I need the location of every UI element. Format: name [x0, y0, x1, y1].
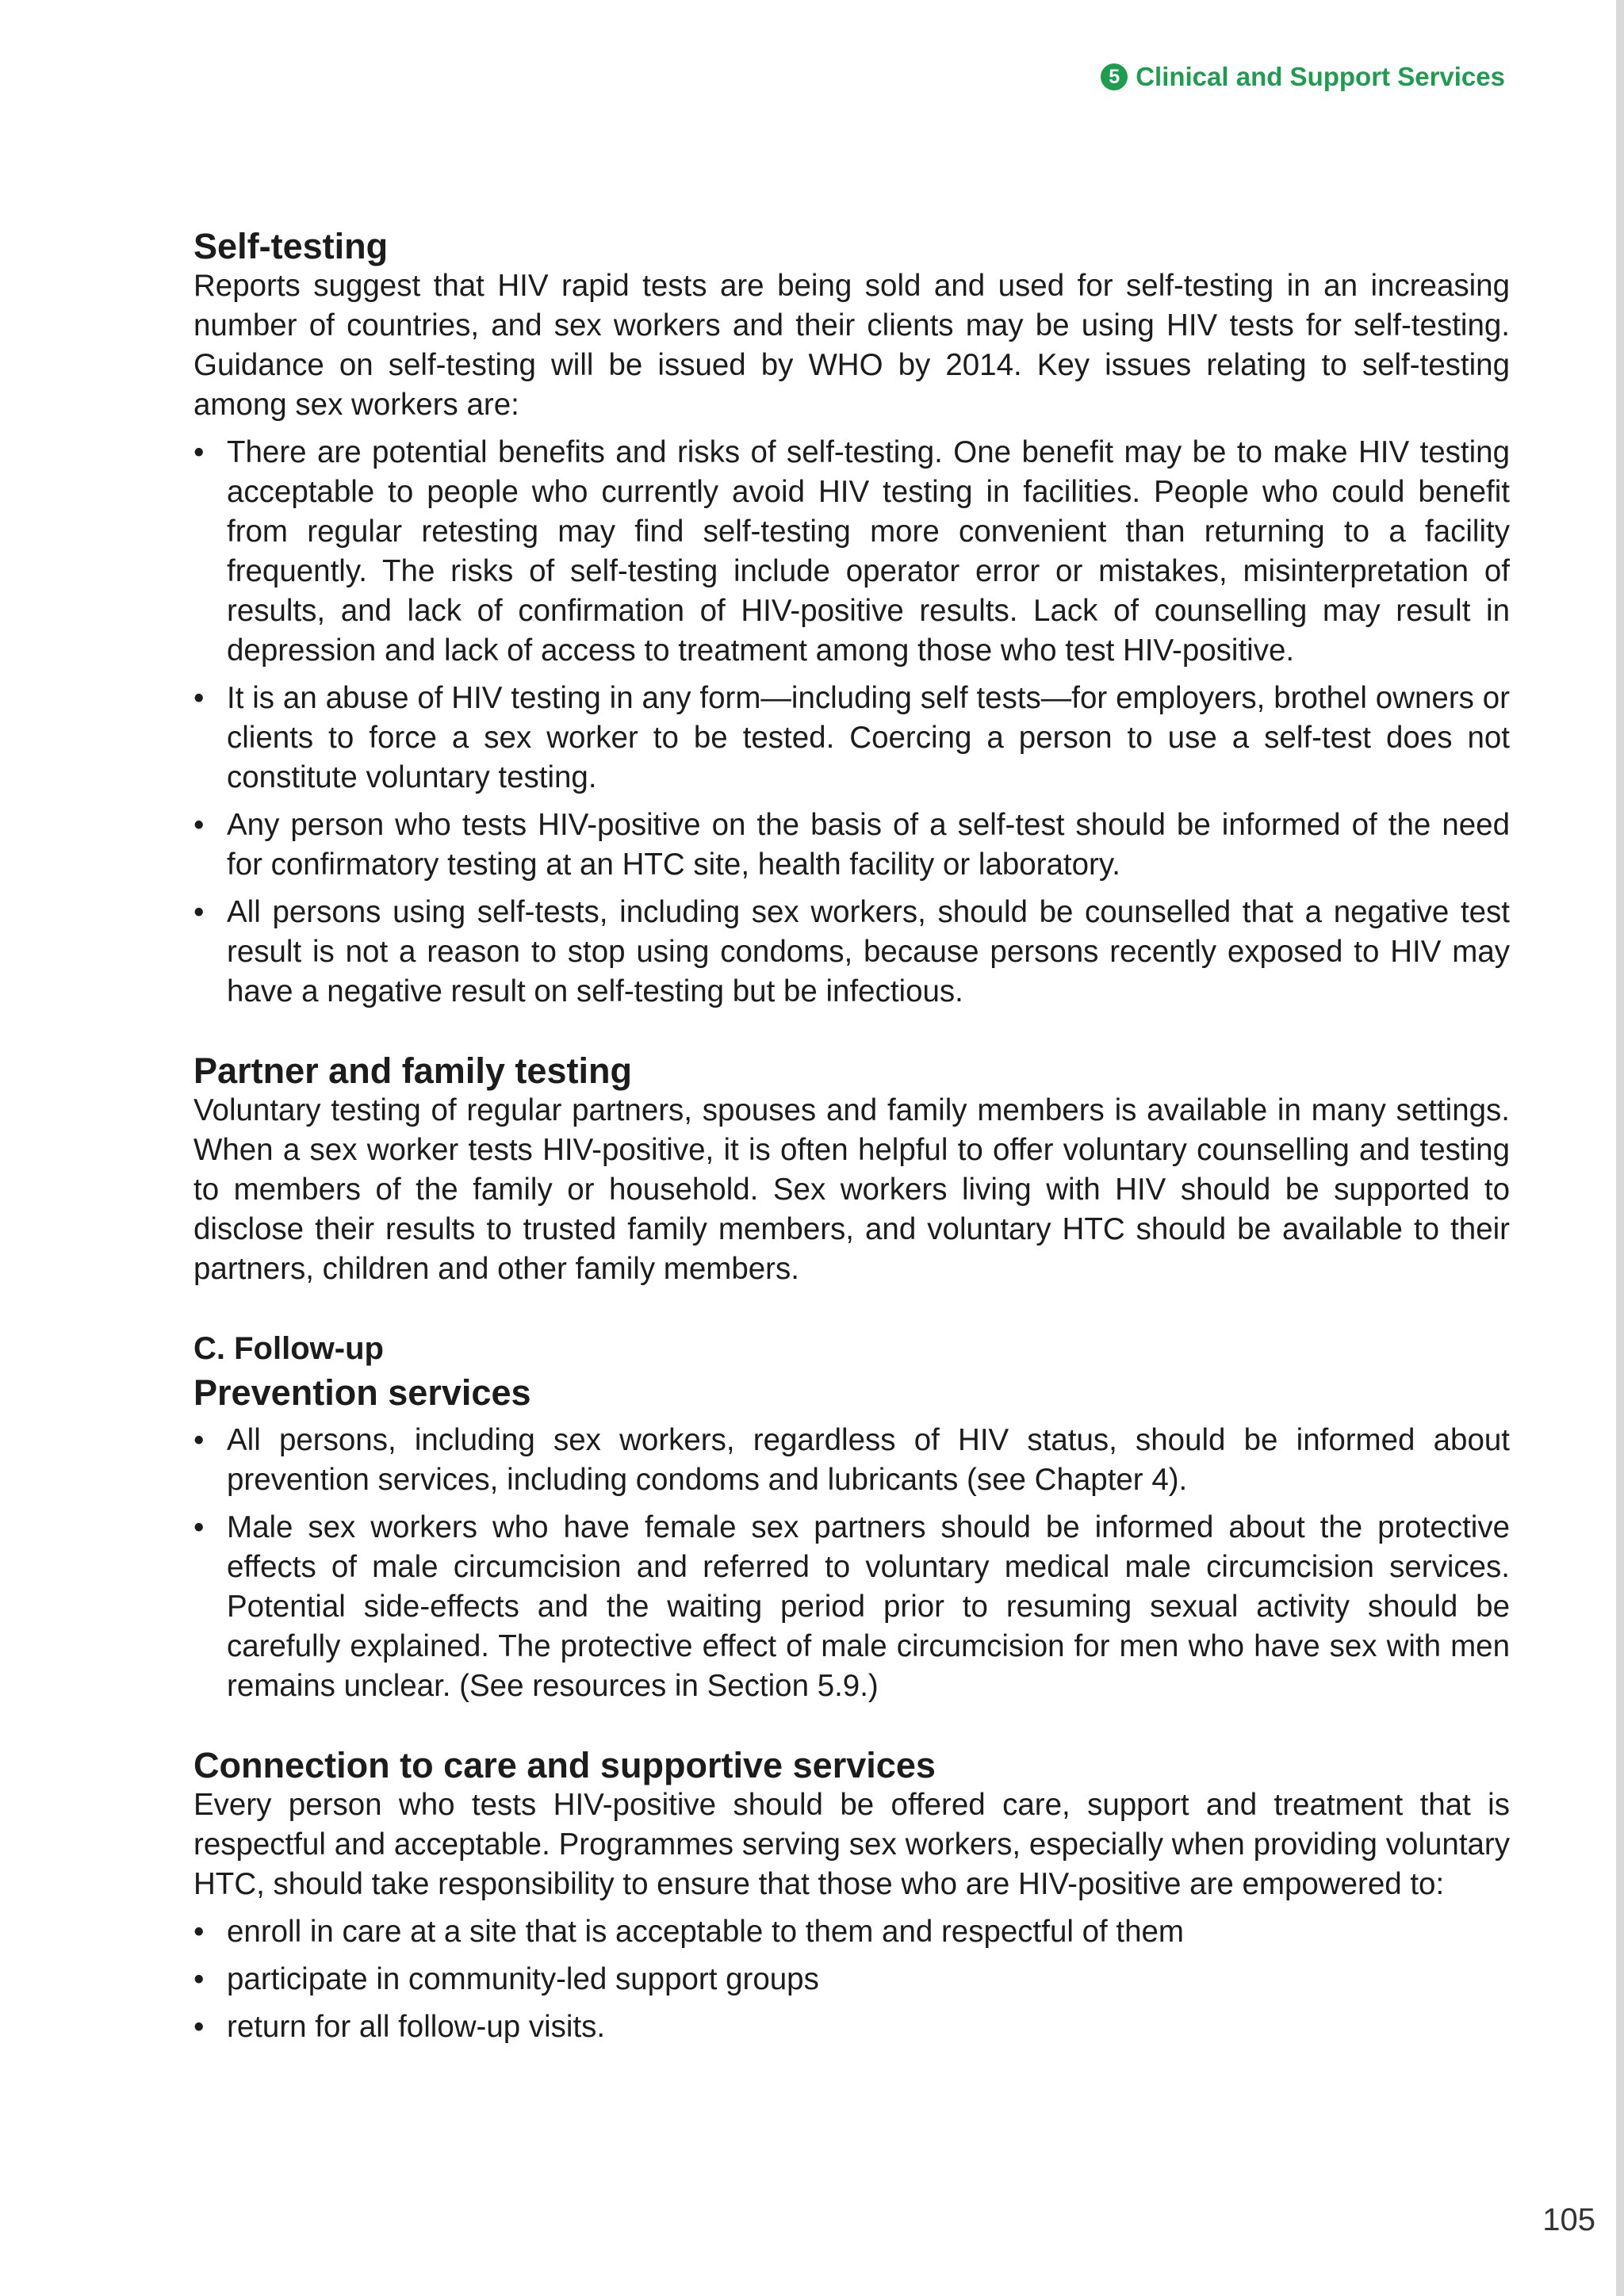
follow-up-section	[193, 1329, 1510, 1706]
list-item: • It is an abuse of HIV testing in any form—including self tests—for employers, brothel owners or clients to force a sex worker to be tested. Coercing a person to use a self-test does not constitute voluntary testing.	[193, 679, 1510, 798]
list-item: • participate in community-led support groups	[193, 1960, 1510, 1999]
list-item: • Any person who tests HIV-positive on the basis of a self-test should be informed of the need for confirmatory testing at an HTC site, health facility or laboratory.	[193, 806, 1510, 885]
running-header	[1101, 62, 1505, 92]
chapter-title: Clinical and Support Services	[1136, 62, 1505, 91]
care-intro: Every person who tests HIV-positive should be offered care, support and treatment that is respectful and acceptable. Programmes serving sex workers, especially when providing voluntary HTC, should take responsibility to ensure that those who are HIV-positive are empowered to:	[193, 1788, 1510, 1901]
partner-testing-heading: Partner and family testing	[193, 1050, 633, 1091]
page-content	[193, 227, 1510, 2047]
care-heading: Connection to care and supportive services	[193, 1745, 936, 1785]
page-number: 105	[1542, 2202, 1595, 2237]
partner-testing-body: Voluntary testing of regular partners, spouses and family members is available in many settings. When a sex worker tests HIV-positive, it is often helpful to offer voluntary counselling and testing to members of the family or household. Sex workers living with HIV should be supported to disclose their results to trusted family members, and voluntary HTC should be available to their partners, children and other family members.	[193, 1093, 1510, 1286]
self-testing-intro: Reports suggest that HIV rapid tests are being sold and used for self-testing in an increasing number of countries, and sex workers and their clients may be using HIV tests for self-testing. Guidance on self-testing will be issued by WHO by 2014. Key issues relating to self-testing among sex workers are:	[193, 269, 1510, 422]
chapter-number-badge: 5	[1101, 63, 1128, 90]
prevention-heading: Prevention services	[193, 1372, 531, 1413]
partner-testing-section	[193, 1051, 1510, 1289]
care-section	[193, 1746, 1510, 2047]
care-list	[193, 1912, 1510, 2047]
follow-up-heading: C. Follow-up	[193, 1331, 384, 1366]
self-testing-section	[193, 227, 1510, 1012]
self-testing-list	[193, 433, 1510, 1012]
list-item: • enroll in care at a site that is acceptable to them and respectful of them	[193, 1912, 1510, 1952]
list-item: • return for all follow-up visits.	[193, 2007, 1510, 2047]
list-item: • All persons, including sex workers, regardless of HIV status, should be informed about prevention services, including condoms and lubricants (see Chapter 4).	[193, 1421, 1510, 1500]
page-edge-strip	[1616, 0, 1624, 2296]
list-item: • Male sex workers who have female sex partners should be informed about the protective effects of male circumcision and referred to voluntary medical male circumcision services. Potential side-effects and the waiting period prior to resuming sexual activity should be carefully explained. The protective effect of male circumcision for men who have sex with men remains unclear. (See resources in Section 5.9.)	[193, 1508, 1510, 1706]
self-testing-heading: Self-testing	[193, 226, 389, 266]
list-item: • All persons using self-tests, including sex workers, should be counselled that a negative test result is not a reason to stop using condoms, because persons recently exposed to HIV may have a negative result on self-testing but be infectious.	[193, 893, 1510, 1012]
prevention-list	[193, 1421, 1510, 1706]
list-item: • There are potential benefits and risks of self-testing. One benefit may be to make HIV testing acceptable to people who currently avoid HIV testing in facilities. People who could benefit from regular retesting may find self-testing more convenient than returning to a facility frequently. The risks of self-testing include operator error or mistakes, misinterpretation of results, and lack of confirmation of HIV-positive results. Lack of counselling may result in depression and lack of access to treatment among those who test HIV-positive.	[193, 433, 1510, 671]
